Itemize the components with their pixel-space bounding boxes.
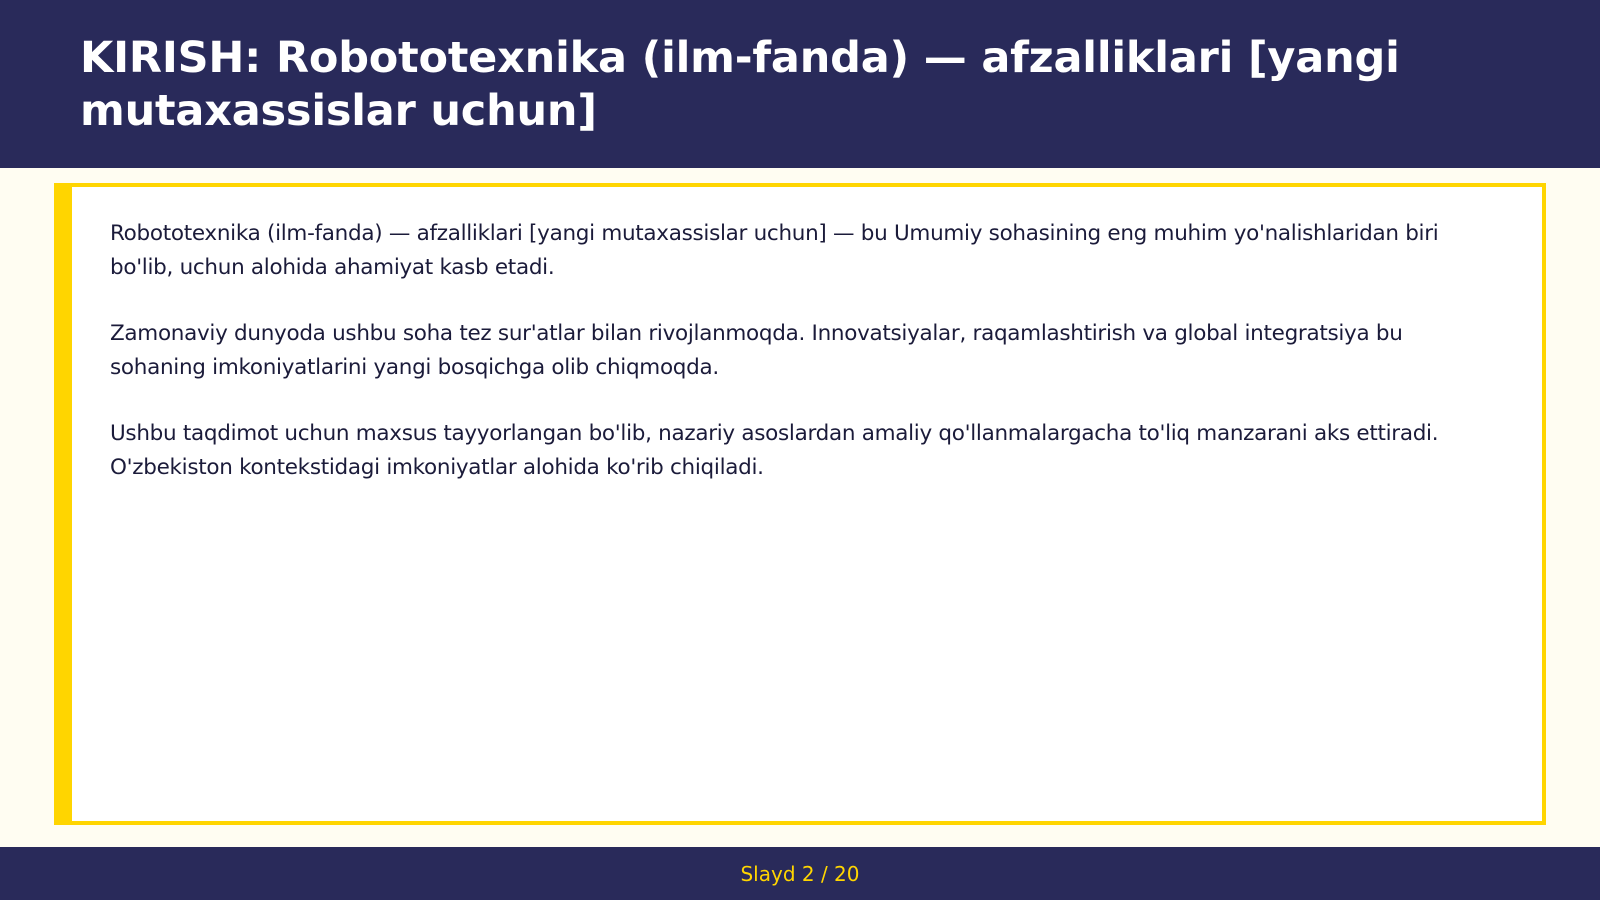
- paragraph-presentation-scope: Ushbu taqdimot uchun maxsus tayyorlangan bo'lib, nazariy asoslardan amaliy qo'llanmalargacha to'liq manzarani aks ettiradi. O'zbekiston kontekstidagi imkoniyatlar alohida ko'rib chiqiladi.: [110, 421, 1439, 480]
- slide-title: KIRISH: Robototexnika (ilm-fanda) — afzalliklari [yangi mutaxassislar uchun]: [80, 33, 1400, 136]
- content-card: [54, 183, 1546, 825]
- paragraph-modern-world: Zamonaviy dunyoda ushbu soha tez sur'atlar bilan rivojlanmoqda. Innovatsiyalar, raqamlashtirish va global integratsiya bu sohaning imkoniyatlarini yangi bosqichga olib chiqmoqda.: [110, 321, 1403, 380]
- slide-counter: Slayd 2 / 20: [740, 861, 860, 886]
- slide-footer: [0, 847, 1600, 900]
- slide-header: [0, 0, 1600, 168]
- paragraph-intro: Robototexnika (ilm-fanda) — afzalliklari [yangi mutaxassislar uchun] — bu Umumiy sohasining eng muhim yo'nalishlaridan biri bo'lib, uchun alohida ahamiyat kasb etadi.: [110, 221, 1439, 280]
